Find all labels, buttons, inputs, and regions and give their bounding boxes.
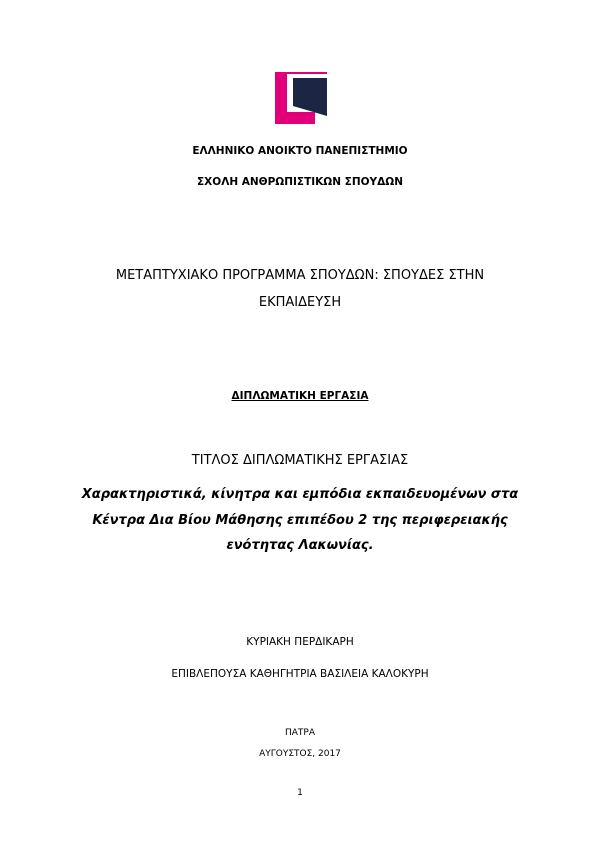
university-name: ΕΛΛΗΝΙΚΟ ΑΝΟΙΚΤΟ ΠΑΝΕΠΙΣΤΗΜΙΟ [192,145,408,157]
university-logo-icon [275,72,327,124]
author-name: ΚΥΡΙΑΚΗ ΠΕΡΔΙΚΑΡΗ [246,636,354,648]
thesis-label: ΔΙΠΛΩΜΑΤΙΚΗ ΕΡΓΑΣΙΑ [231,390,369,402]
school-name: ΣΧΟΛΗ ΑΝΘΡΩΠΙΣΤΙΚΩΝ ΣΠΟΥΔΩΝ [197,176,403,188]
title-heading: ΤΙΤΛΟΣ ΔΙΠΛΩΜΑΤΙΚΗΣ ΕΡΓΑΣΙΑΣ [191,453,409,468]
date: ΑΥΓΟΥΣΤΟΣ, 2017 [259,749,341,759]
page-number: 1 [297,788,303,798]
program-line-1: ΜΕΤΑΠΤΥΧΙΑΚΟ ΠΡΟΓΡΑΜΜΑ ΣΠΟΥΔΩΝ: ΣΠΟΥΔΕΣ ΣΤΗΝ [115,268,485,283]
supervisor-name: ΕΠΙΒΛΕΠΟΥΣΑ ΚΑΘΗΓΗΤΡΙΑ ΒΑΣΙΛΕΙΑ ΚΑΛΟΚΥΡΗ [171,668,429,680]
thesis-title-line-1: Χαρακτηριστικά, κίνητρα και εμπόδια εκπαιδευομένων στα [81,487,519,502]
city: ΠΑΤΡΑ [284,728,315,738]
program-line-2: ΕΚΠΑΙΔΕΥΣΗ [258,295,342,310]
thesis-title-line-3: ενότητας Λακωνίας. [226,538,374,553]
thesis-title-line-2: Κέντρα Δια Βίου Μάθησης επιπέδου 2 της περιφερειακής [92,513,508,528]
